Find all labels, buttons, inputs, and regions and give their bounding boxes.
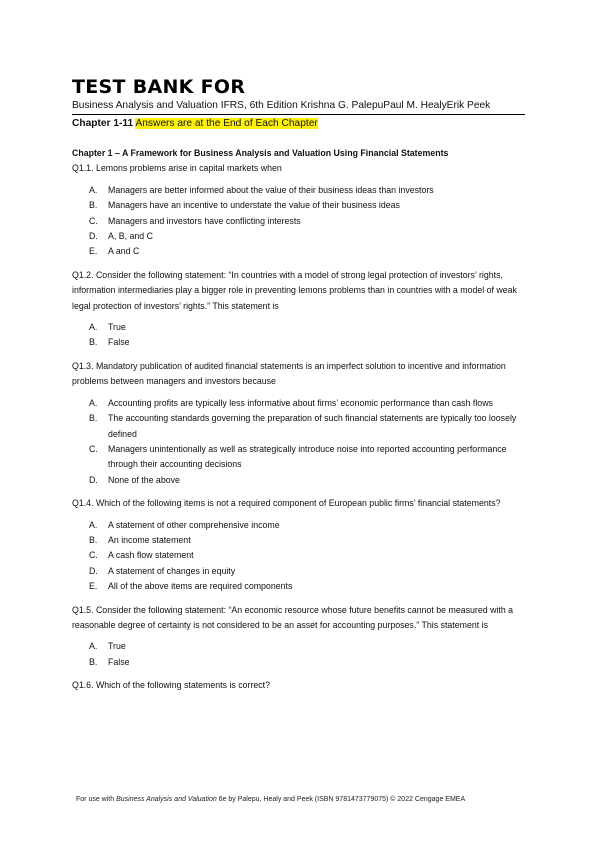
option-letter: E. <box>89 246 98 257</box>
option-text: True <box>108 641 126 652</box>
option-text: Accounting profits are typically less informative about firms’ economic performance than cash flows <box>108 397 493 408</box>
question-text: Q1.5. Consider the following statement: “An economic resource whose future benefits cannot be measured with a reasonable degree of certainty is not considered to be an asset for accounting purposes.” This statement is <box>72 604 514 630</box>
option-text: The accounting standards governing the preparation of such financial statements are typically too loosely defined <box>108 413 517 439</box>
question-spacer <box>72 488 522 496</box>
question-block <box>72 268 522 351</box>
question-block <box>72 161 522 259</box>
question-block <box>72 496 522 594</box>
option-text: None of the above <box>108 474 180 485</box>
question-spacer <box>72 670 522 678</box>
option-letter: C. <box>89 443 98 454</box>
answer-option <box>72 335 522 350</box>
option-letter: D. <box>89 231 98 242</box>
answer-option <box>72 229 522 244</box>
option-text: A statement of changes in equity <box>108 565 236 576</box>
question-text: Q1.2. Consider the following statement: “In countries with a model of strong legal protection of investors’ rights, information intermediaries play a bigger role in preventing lemons problems than in countries with a model of weak legal protection of investors’ rights.” This statement is <box>72 269 517 311</box>
answer-options <box>72 183 522 260</box>
option-letter: E. <box>89 581 98 592</box>
question-text: Q1.1. Lemons problems arise in capital markets when <box>72 163 282 174</box>
answer-options <box>72 639 522 670</box>
question-text: Q1.6. Which of the following statements is correct? <box>72 680 271 691</box>
option-text: False <box>108 337 130 348</box>
answer-option <box>72 639 522 654</box>
option-text: Managers unintentionally as well as strategically introduce noise into reported accounting performance through their accounting decisions <box>108 443 507 470</box>
option-text: A statement of other comprehensive income <box>108 519 280 530</box>
footer-suffix: 6e by Palepu, Healy and Peek (ISBN 9781473779075) © 2022 Cengage EMEA <box>216 796 466 803</box>
answer-option <box>72 533 522 548</box>
document-subtitle: Business Analysis and Valuation IFRS, 6th Edition Krishna G. PalepuPaul M. HealyErik Peek <box>72 100 491 111</box>
question-spacer <box>72 260 522 268</box>
option-text: Managers and investors have conflicting interests <box>108 215 301 226</box>
answer-option <box>72 198 522 213</box>
option-letter: A. <box>89 641 98 652</box>
question-block <box>72 678 522 693</box>
option-text: Managers are better informed about the value of their business ideas than investors <box>108 184 434 195</box>
option-letter: C. <box>89 215 98 226</box>
question-list <box>72 161 522 693</box>
footer-prefix: For use with <box>76 796 117 803</box>
answer-option <box>72 214 522 229</box>
answer-option <box>72 320 522 335</box>
option-text: A cash flow statement <box>108 550 194 561</box>
option-letter: A. <box>89 519 98 530</box>
option-text: A, B, and C <box>108 231 153 242</box>
option-text: An income statement <box>108 534 191 545</box>
question-block <box>72 603 522 671</box>
answer-option <box>72 411 522 442</box>
answer-options <box>72 518 522 595</box>
footer-book-title: Business Analysis and Valuation <box>116 796 217 803</box>
answer-options <box>72 396 522 488</box>
answer-option <box>72 442 522 473</box>
option-text: True <box>108 322 126 333</box>
page-footer <box>76 796 465 803</box>
answer-option <box>72 183 522 198</box>
answer-option <box>72 564 522 579</box>
answers-note: Answers are at the End of Each Chapter <box>135 118 318 129</box>
chapter-range-line <box>72 118 318 129</box>
answer-option <box>72 579 522 594</box>
answer-option <box>72 473 522 488</box>
option-text: False <box>108 656 130 667</box>
option-letter: D. <box>89 474 98 485</box>
option-text: All of the above items are required components <box>108 581 293 592</box>
option-letter: B. <box>89 200 98 211</box>
document-title: TEST BANK FOR <box>72 76 246 98</box>
answer-options <box>72 320 522 351</box>
answer-option <box>72 244 522 259</box>
option-letter: A. <box>89 322 98 333</box>
question-text: Q1.4. Which of the following items is not a required component of European public firms’ financial statements? <box>72 498 501 509</box>
option-letter: B. <box>89 413 98 424</box>
option-letter: A. <box>89 397 98 408</box>
chapter-range: Chapter 1-11 <box>72 118 134 129</box>
answer-option <box>72 548 522 563</box>
answer-option <box>72 518 522 533</box>
question-spacer <box>72 351 522 359</box>
option-letter: C. <box>89 550 98 561</box>
document-body <box>72 146 522 694</box>
header-rule <box>72 114 525 115</box>
option-text: A and C <box>108 246 140 257</box>
chapter-heading: Chapter 1 – A Framework for Business Analysis and Valuation Using Financial Statements <box>72 148 449 158</box>
question-text: Q1.3. Mandatory publication of audited financial statements is an imperfect solution to incentive and information problems between managers and investors because <box>72 360 506 387</box>
option-letter: B. <box>89 656 98 667</box>
option-letter: B. <box>89 534 98 545</box>
answer-option <box>72 396 522 411</box>
option-letter: D. <box>89 565 98 576</box>
question-spacer <box>72 595 522 603</box>
option-letter: A. <box>89 184 98 195</box>
answer-option <box>72 655 522 670</box>
question-block <box>72 359 522 488</box>
option-text: Managers have an incentive to understate the value of their business ideas <box>108 200 400 211</box>
option-letter: B. <box>89 337 98 348</box>
